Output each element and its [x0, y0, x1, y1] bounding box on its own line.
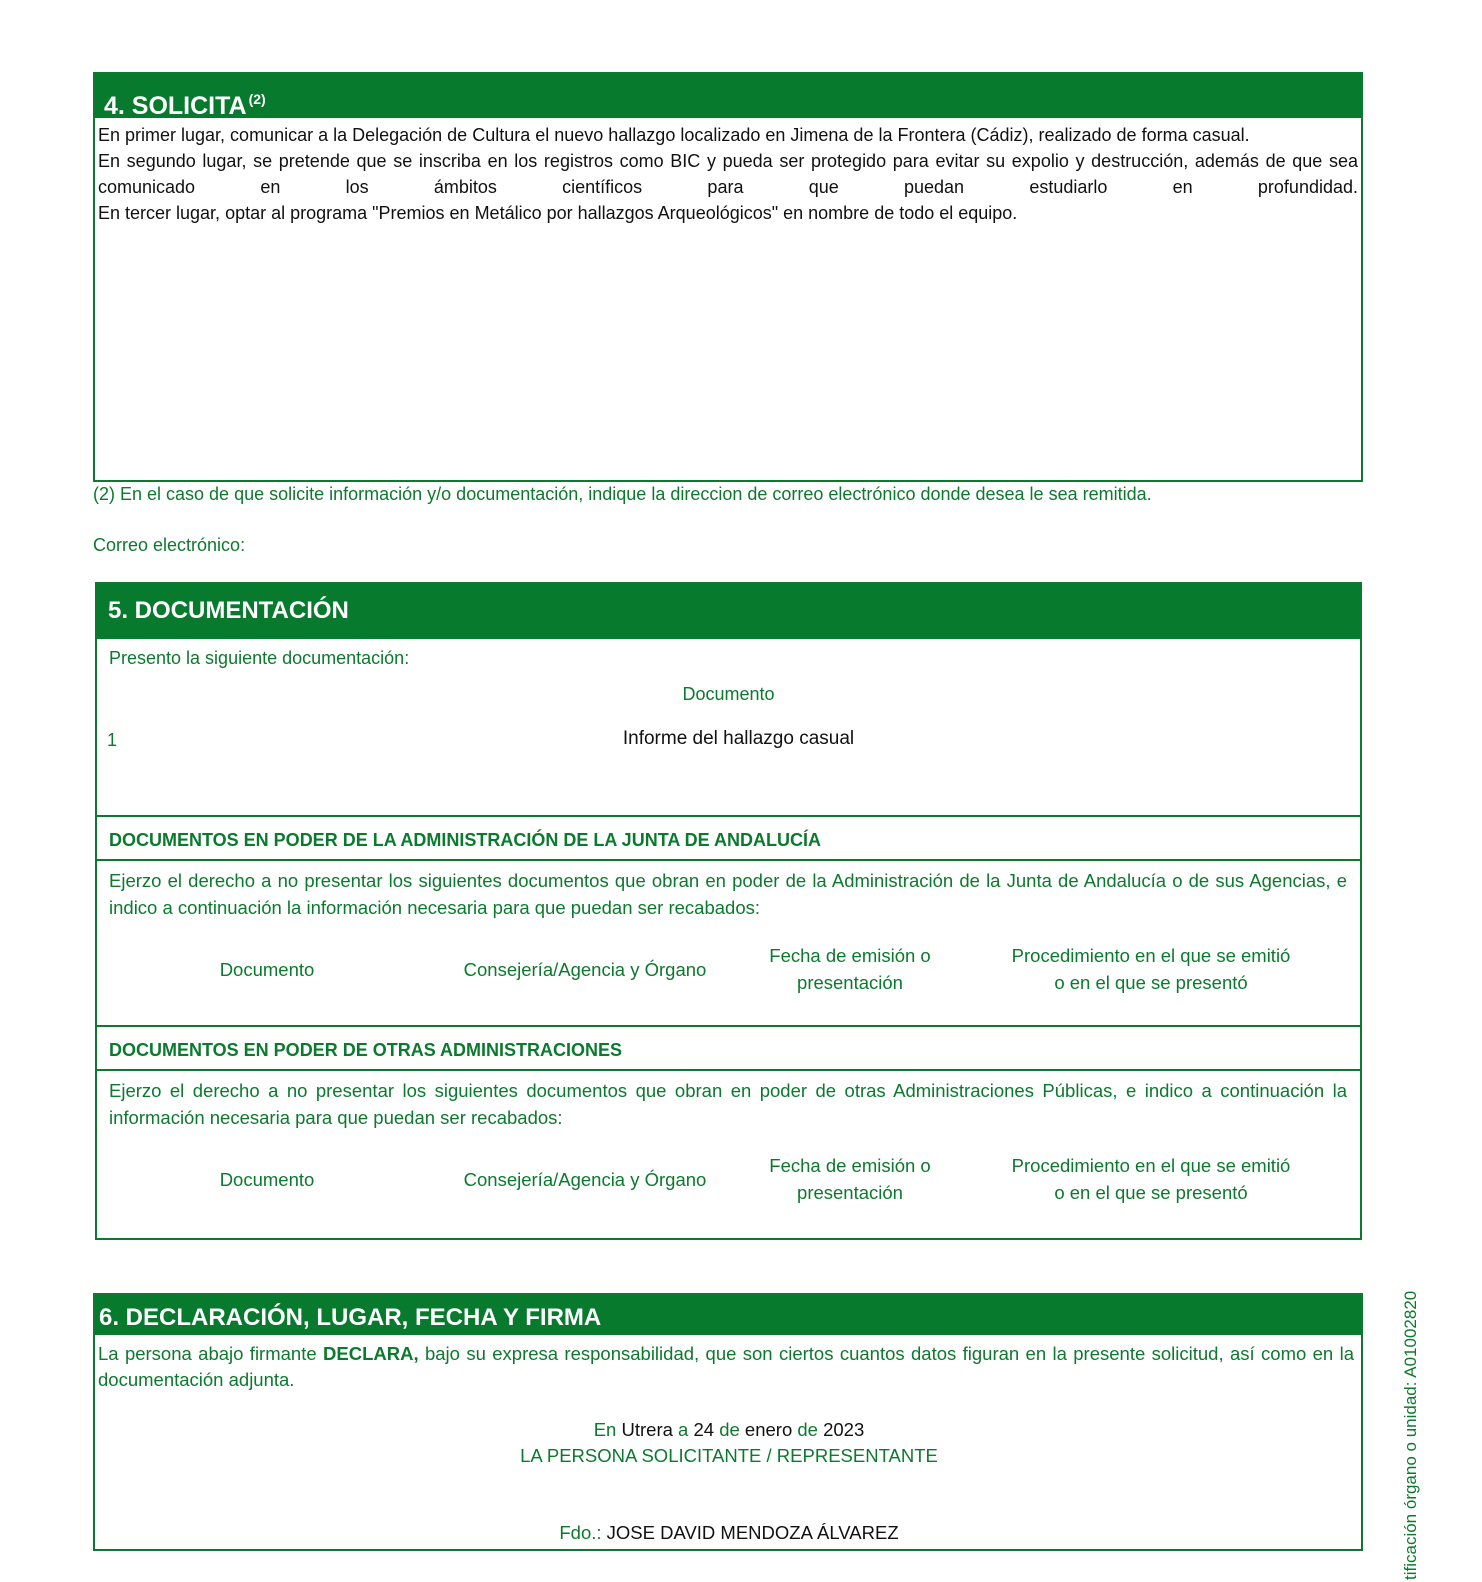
- junta-col-documento: Documento: [219, 959, 315, 980]
- signed-prefix: Fdo.:: [559, 1522, 602, 1543]
- side-unit-code: tificación órgano o unidad: A01002820: [1401, 1290, 1420, 1580]
- request-paragraph-1: En primer lugar, comunicar a la Delegación de Cultura el nuevo hallazgo localizado en Jimena de la Frontera (Cádiz), realizado de forma casual.: [98, 125, 1250, 145]
- section-solicita: [93, 72, 1363, 482]
- section-header-documentacion: [97, 584, 1360, 639]
- divider: [97, 815, 1360, 817]
- divider: [97, 1025, 1360, 1027]
- place-date-line: [95, 1417, 1363, 1443]
- date-a-word: a: [678, 1419, 689, 1440]
- junta-col-fecha: Fecha de emisión o presentación: [769, 945, 931, 993]
- otras-col-fecha: Fecha de emisión o presentación: [769, 1155, 931, 1203]
- divider: [97, 859, 1360, 861]
- otras-col-organo: Consejería/Agencia y Órgano: [463, 1169, 707, 1190]
- junta-documents-heading: DOCUMENTOS EN PODER DE LA ADMINISTRACIÓN DE LA JUNTA DE ANDALUCÍA: [109, 830, 822, 850]
- junta-documents-text: Ejerzo el derecho a no presentar los siguientes documentos que obran en poder de la Administración de la Junta de Andalucía o de sus Agencias, e indico a continuación la información necesaria para que puedan ser recabados:: [109, 870, 1347, 918]
- otras-documents-text: Ejerzo el derecho a no presentar los siguientes documentos que obran en poder de otras Administraciones Públicas, e indico a continuación la información necesaria para que puedan ser recabados:: [109, 1080, 1347, 1128]
- place-prefix: En: [593, 1419, 617, 1440]
- declaration-text: [98, 1341, 1354, 1393]
- documents-intro: Presento la siguiente documentación:: [109, 648, 410, 668]
- section-declaracion: [93, 1293, 1363, 1551]
- request-text-field[interactable]: [95, 118, 1361, 226]
- signer-name[interactable]: JOSE DAVID MENDOZA ÁLVAREZ: [606, 1522, 899, 1543]
- footnote-text: (2) En el caso de que solicite información y/o documentación, indique la direccion de correo electrónico donde desea le sea remitida.: [93, 484, 1152, 504]
- junta-col-procedimiento: Procedimiento en el que se emitió o en el que se presentó: [1011, 945, 1291, 993]
- section-header-declaracion: [95, 1295, 1361, 1335]
- document-row-name[interactable]: Informe del hallazgo casual: [622, 728, 855, 749]
- month-value[interactable]: enero: [744, 1419, 793, 1440]
- divider: [97, 1069, 1360, 1071]
- declaration-bold: DECLARA,: [323, 1343, 419, 1364]
- section-title: 6. DECLARACIÓN, LUGAR, FECHA Y FIRMA: [99, 1304, 602, 1331]
- otras-col-procedimiento: Procedimiento en el que se emitió o en el que se presentó: [1011, 1155, 1291, 1203]
- place-value[interactable]: Utrera: [621, 1419, 673, 1440]
- footnote-ref: (2): [248, 91, 266, 107]
- declaration-prefix: La persona abajo firmante: [98, 1343, 317, 1364]
- email-label: Correo electrónico:: [93, 535, 246, 555]
- date-de-word: de: [797, 1419, 818, 1440]
- date-de-word: de: [719, 1419, 740, 1440]
- otras-col-documento: Documento: [219, 1169, 315, 1190]
- request-paragraph-3: En tercer lugar, optar al programa "Premios en Metálico por hallazgos Arqueológicos" en nombre de todo el equipo.: [98, 203, 1018, 223]
- section-header-solicita: [95, 74, 1361, 118]
- request-paragraph-2: En segundo lugar, se pretende que se inscriba en los registros como BIC y pueda ser protegido para evitar su expolio y destrucción, además de que sea comunicado en los ámbitos científicos para que puedan estudiarlo en profundidad.: [98, 151, 1358, 197]
- document-column-header: Documento: [682, 684, 775, 704]
- signer-role: LA PERSONA SOLICITANTE / REPRESENTANTE: [520, 1445, 938, 1466]
- year-value[interactable]: 2023: [823, 1419, 865, 1440]
- section-title: 5. DOCUMENTACIÓN: [108, 597, 349, 624]
- declaration-suffix: bajo su expresa responsabilidad, que son ciertos cuantos datos figuran en la presente solicitud, así como en la documentación adjunta.: [98, 1343, 1354, 1390]
- signature-line: [95, 1520, 1363, 1546]
- otras-documents-heading: DOCUMENTOS EN PODER DE OTRAS ADMINISTRACIONES: [109, 1040, 623, 1060]
- section-documentacion: [95, 582, 1362, 1240]
- section-title: 4. SOLICITA: [104, 92, 247, 120]
- document-row-number: 1: [107, 730, 118, 750]
- day-value[interactable]: 24: [693, 1419, 715, 1440]
- junta-col-organo: Consejería/Agencia y Órgano: [463, 959, 707, 980]
